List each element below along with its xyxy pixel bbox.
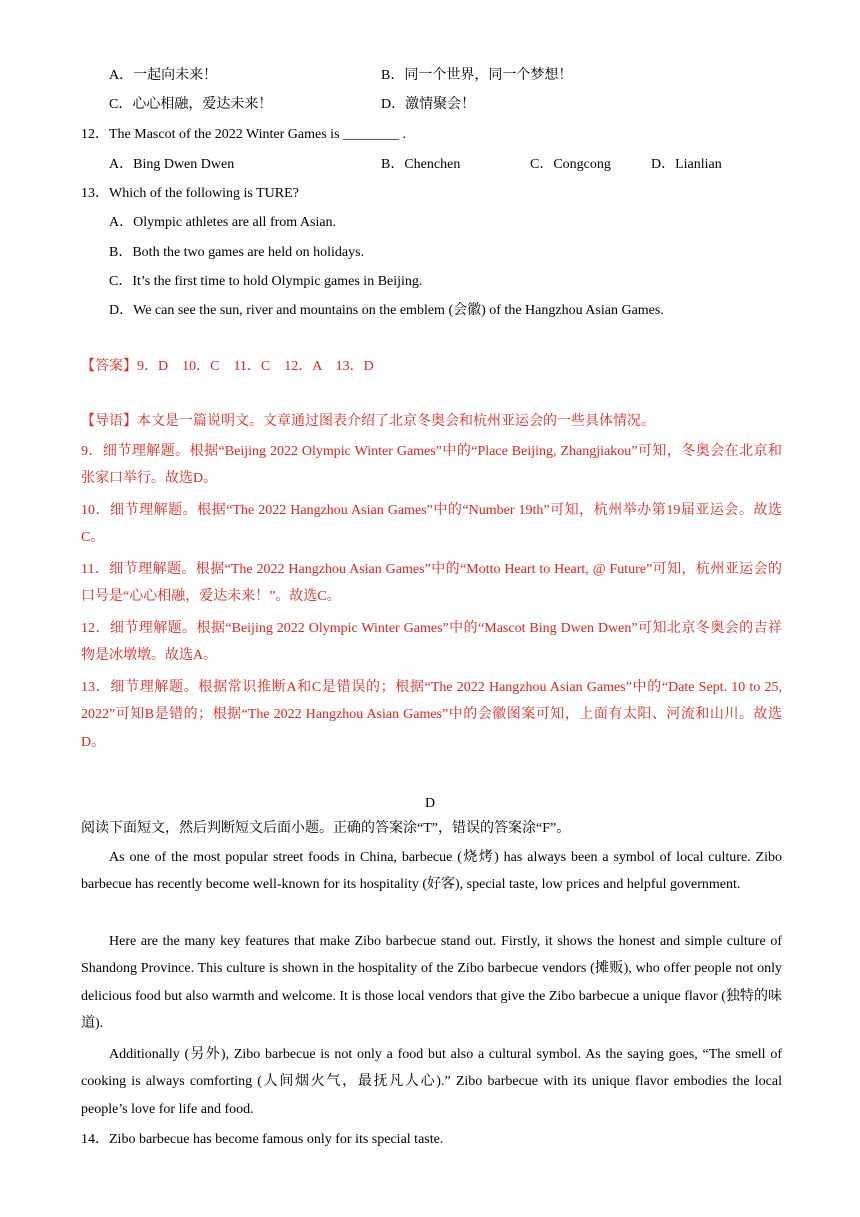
explanation-9: 9．细节理解题。根据“Beijing 2022 Olympic Winter Games”中的“Place Beijing, Zhangjiakou”可知，冬奥会在北京和张家口举行。故选D。 [81, 444, 782, 487]
q12-option-c: C．Congcong [530, 157, 611, 172]
guide-text: 本文是一篇说明文。文章通过图表介绍了北京冬奥会和杭州亚运会的一些具体情况。 [137, 414, 655, 429]
guide-line [81, 413, 655, 431]
section-instruction: 阅读下面短文，然后判断短文后面小题。正确的答案涂“T”，错误的答案涂“F”。 [81, 821, 571, 836]
explanation-12: 12．细节理解题。根据“Beijing 2022 Olympic Winter Games”中的“Mascot Bing Dwen Dwen”可知北京冬奥会的吉祥物是冰墩墩。故选A。 [81, 621, 782, 664]
q13-option-d: D．We can see the sun, river and mountains on the emblem (会徽) of the Hangzhou Asian Games. [109, 303, 664, 318]
q13-option-a: A．Olympic athletes are all from Asian. [109, 215, 337, 230]
passage-paragraph-3: Additionally (另外), Zibo barbecue is not only a food but also a cultural symbol. As the saying goes, “The smell of cooking is always comforting (人间烟火气，最抚凡人心).” Zibo barbecue with its unique flavor embodies the local people’s love for life and food. [81, 1047, 782, 1117]
section-letter: D [424, 796, 436, 811]
answer-line [81, 358, 374, 376]
q11-option-a: A．一起向未来！ [109, 68, 218, 83]
explanation-13: 13．细节理解题。根据常识推断A和C是错误的；根据“The 2022 Hangzhou Asian Games”中的“Date Sept. 10 to 25, 2022”可知B是错的；根据“The 2022 Hangzhou Asian Games”中的会徽图案可知，上面有太阳、河流和山川。故选D。 [81, 680, 782, 750]
q11-option-d: D．激情聚会！ [381, 97, 476, 112]
explanation-11: 11．细节理解题。根据“The 2022 Hangzhou Asian Games”中的“Motto Heart to Heart, @ Future”可知，杭州亚运会的口号是“心心相融，爱达未来！”。故选C。 [81, 562, 782, 605]
explanation-10: 10．细节理解题。根据“The 2022 Hangzhou Asian Games”中的“Number 19th”可知，杭州举办第19届亚运会。故选C。 [81, 503, 782, 546]
q12-option-a: A．Bing Dwen Dwen [109, 157, 235, 172]
q13-stem: 13．Which of the following is TURE? [81, 186, 299, 201]
q12-option-d: D．Lianlian [651, 157, 722, 172]
passage-paragraph-1: As one of the most popular street foods in China, barbecue (烧烤) has always been a symbol of local culture. Zibo barbecue has recently become well-known for its hospitality (好客), special taste, low prices and helpful government. [81, 850, 782, 893]
q11-option-c: C．心心相融，爱达未来！ [109, 97, 273, 112]
q12-option-b: B．Chenchen [381, 157, 461, 172]
q14-stem: 14．Zibo barbecue has become famous only for its special taste. [81, 1132, 444, 1147]
passage-paragraph-2: Here are the many key features that make Zibo barbecue stand out. Firstly, it shows the honest and simple culture of Shandong Province. This culture is shown in the hospitality of the Zibo barbecue vendors (摊贩), who offer people not only delicious food but also warmth and welcome. It is those local vendors that give the Zibo barbecue a unique flavor (独特的味道). [81, 934, 782, 1031]
q11-option-b: B．同一个世界，同一个梦想！ [381, 68, 573, 83]
q12-stem: 12．The Mascot of the 2022 Winter Games is ________ . [81, 127, 407, 142]
q13-option-c: C．It’s the first time to hold Olympic games in Beijing. [109, 274, 423, 289]
answer-values: 9．D 10．C 11．C 12．A 13．D [137, 359, 374, 374]
q13-option-b: B．Both the two games are held on holidays. [109, 245, 365, 260]
answer-label: 【答案】 [81, 359, 137, 374]
guide-label: 【导语】 [81, 414, 137, 429]
